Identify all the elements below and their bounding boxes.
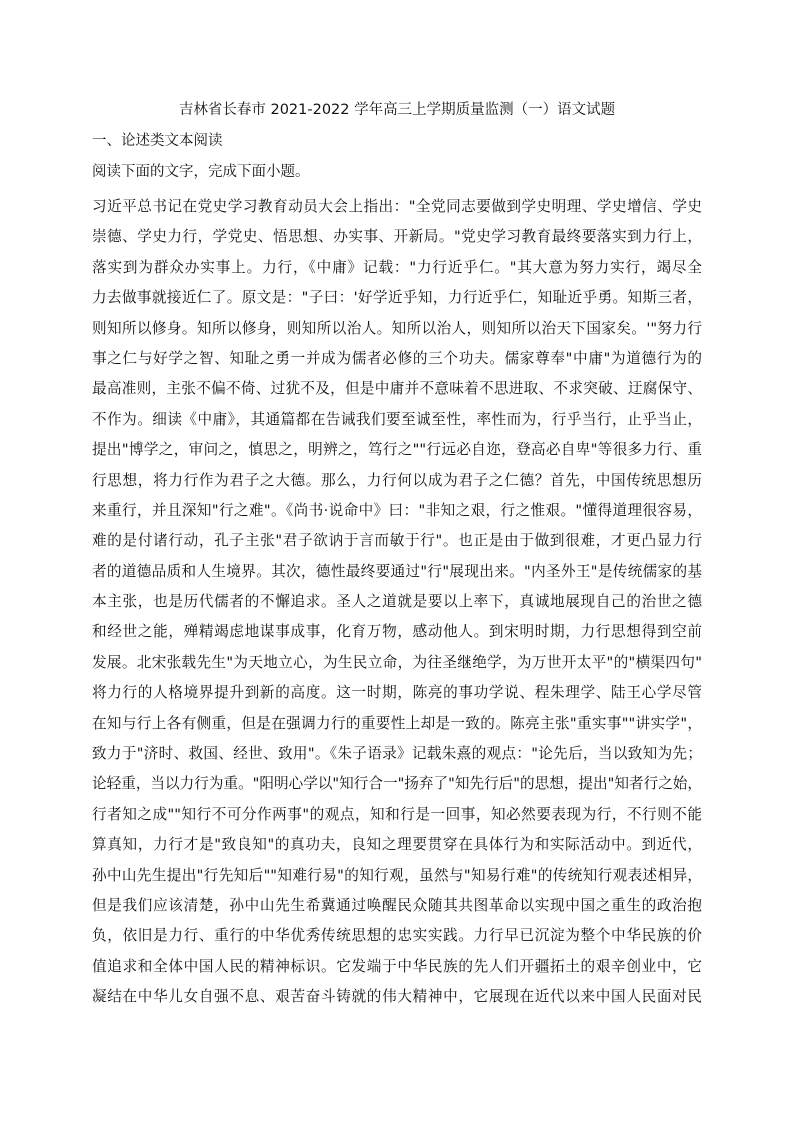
passage-line: 习近平总书记在党史学习教育动员大会上指出："全党同志要做到学史明理、学史增信、学史: [92, 198, 702, 215]
passage-line: 难的是付诸行动，孔子主张"君子欲讷于言而敏于行"。也正是由于做到很难，才更凸显力行: [92, 532, 702, 550]
passage-line: 本主张，也是历代儒者的不懈追求。圣人之道就是要以上率下，真诚地展现自己的治世之德: [92, 593, 702, 611]
passage-line: 在知与行上各有侧重，但是在强调力行的重要性上却是一致的。陈亮主张"重实事""讲实学"，: [92, 714, 702, 732]
passage-line: 最高准则，主张不偏不倚、过犹不及，但是中庸并不意味着不思进取、不求突破、迂腐保守、: [92, 380, 702, 398]
passage-line: 则知所以修身。知所以修身，则知所以治人。知所以治人，则知所以治天下国家矣。'"努力行: [92, 319, 702, 337]
reading-instruction: 阅读下面的文字，完成下面小题。: [92, 164, 310, 180]
document-title: 吉林省长春市 2021-2022 学年高三上学期质量监测（一）语文试题: [178, 102, 616, 118]
passage-line: 凝结在中华儿女自强不息、艰苦奋斗铸就的伟大精神中，它展现在近代以来中国人民面对民: [92, 988, 702, 1006]
passage-line: 但是我们应该清楚，孙中山先生希冀通过唤醒民众随其共图革命以实现中国之重生的政治抱: [92, 896, 702, 914]
passage-line: 落实到为群众办实事上。力行，《中庸》记载："力行近乎仁。"其大意为努力实行，竭尽全: [92, 258, 702, 276]
passage-line: 不作为。细读《中庸》，其通篇都在告诫我们要至诚至性，率性而为，行乎当行，止乎当止，: [92, 410, 702, 428]
passage-line: 和经世之能，殚精竭虑地谋事成事，化育万物，感动他人。到宋明时期，力行思想得到空前: [92, 623, 702, 641]
passage-line: 行者知之成""知行不可分作两事"的观点，知和行是一回事，知必然要表现为行，不行则不能: [92, 805, 702, 823]
passage-line: 致力于"济时、救国、经世、致用"。《朱子语录》记载朱熹的观点："论先后，当以致知为先；: [92, 745, 702, 763]
passage-line: 值追求和全体中国人民的精神标识。它发端于中华民族的先人们开疆拓土的艰辛创业中，它: [92, 957, 702, 975]
passage-line: 崇德、学史力行，学党史、悟思想、办实事、开新局。"党史学习教育最终要落实到力行上，: [92, 228, 702, 246]
passage-line: 发展。北宋张载先生"为天地立心，为生民立命，为往圣继绝学，为万世开太平"的"横渠四句": [92, 653, 702, 671]
passage-line: 论轻重，当以力行为重。"阳明心学以"知行合一"扬弃了"知先行后"的思想，提出"知者行之始，: [92, 775, 702, 793]
passage-line: 力去做事就接近仁了。原文是："子曰：'好学近乎知，力行近乎仁，知耻近乎勇。知斯三者，: [92, 289, 702, 307]
passage-line: 孙中山先生提出"行先知后""知难行易"的知行观，虽然与"知易行难"的传统知行观表述相异，: [92, 866, 702, 884]
passage-line: 负，依旧是力行、重行的中华优秀传统思想的忠实实践。力行早已沉淀为整个中华民族的价: [92, 927, 702, 945]
passage-body: [92, 192, 702, 1013]
passage-line: 来重行，并且深知"行之难"。《尚书·说命中》曰："非知之艰，行之惟艰。"懂得道理很容易，: [92, 501, 702, 519]
section-heading: 一、论述类文本阅读: [92, 133, 223, 149]
passage-line: 提出"博学之，审问之，慎思之，明辨之，笃行之""行远必自迩，登高必自卑"等很多力行、重: [92, 441, 702, 459]
passage-line: 将力行的人格境界提升到新的高度。这一时期，陈亮的事功学说、程朱理学、陆王心学尽管: [92, 684, 702, 702]
passage-line: 事之仁与好学之智、知耻之勇一并成为儒者必修的三个功夫。儒家尊奉"中庸"为道德行为的: [92, 349, 702, 367]
passage-line: 算真知，力行才是"致良知"的真功夫，良知之理要贯穿在具体行为和实际活动中。到近代，: [92, 836, 702, 854]
passage-line: 行思想，将力行作为君子之大德。那么，力行何以成为君子之仁德？首先，中国传统思想历: [92, 471, 702, 489]
passage-line: 者的道德品质和人生境界。其次，德性最终要通过"行"展现出来。"内圣外王"是传统儒家的基: [92, 562, 702, 580]
